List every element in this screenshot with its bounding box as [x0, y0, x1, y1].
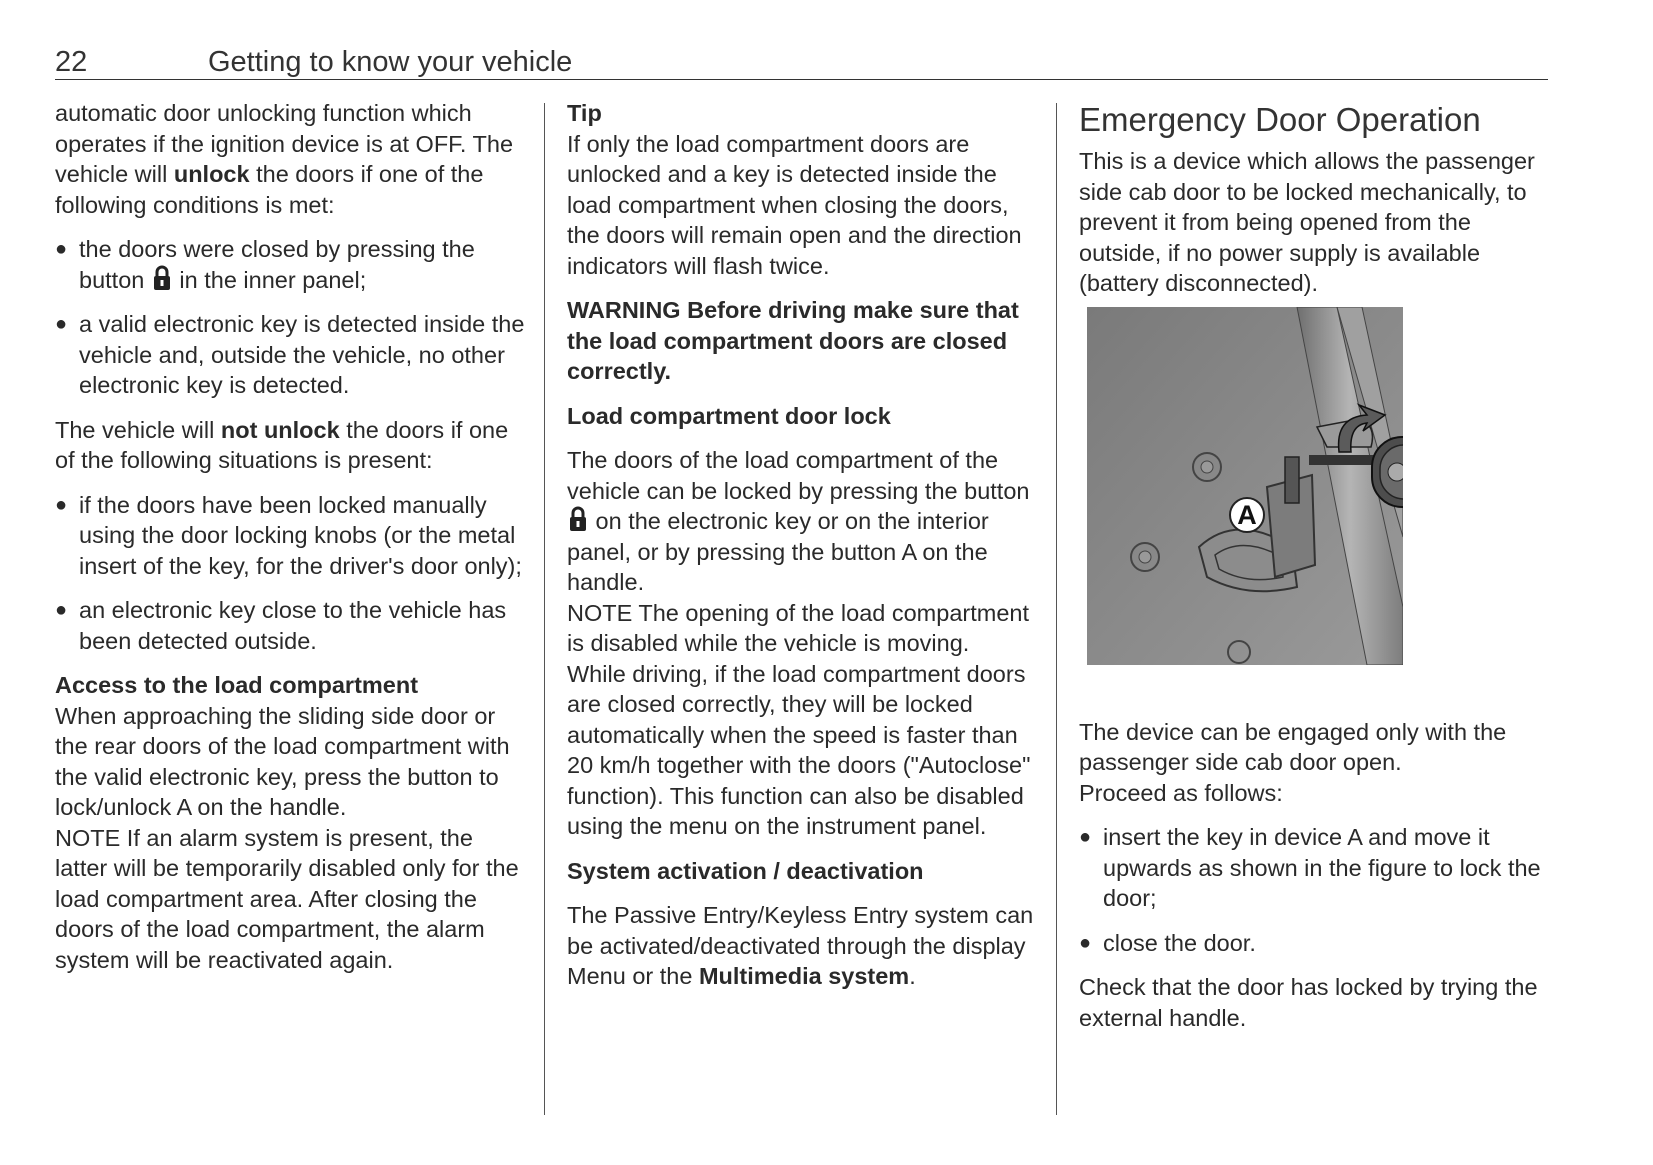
list-item: ● if the doors have been locked manually using the door locking knobs (or the metal insert of the key, for the driver's door only); — [55, 490, 525, 582]
paragraph: The vehicle will not unlock the doors if one of the following situations is present: — [55, 416, 509, 473]
subheading-door-lock: Load compartment door lock — [567, 402, 891, 429]
tip-label: Tip — [567, 100, 602, 126]
heading-emergency-door-operation: Emergency Door Operation — [1079, 101, 1481, 138]
column-3 — [1079, 98, 1549, 1047]
column-2 — [567, 98, 1037, 1006]
subheading-access: Access to the load compartment — [55, 672, 419, 698]
paragraph: When approaching the sliding side door or the rear doors of the load compartment with the valid electronic key, press the button to lock/unlock A on the handle. — [55, 702, 510, 820]
subheading-system-activation: System activation / deactivation — [567, 857, 924, 884]
paragraph: automatic door unlocking function which operates if the ignition device is at OFF. The vehicle will unlock the doors if one of the following conditions is met: — [55, 100, 514, 218]
list-item: ● close the door. — [1079, 928, 1549, 959]
note-paragraph: NOTE The opening of the load compartment is disabled while the vehicle is moving. — [567, 599, 1029, 656]
procedure-list — [1079, 822, 1549, 958]
list-item: ● insert the key in device A and move it upwards as shown in the figure to lock the door; — [1079, 822, 1549, 914]
no-unlock-situations-list — [55, 490, 525, 657]
column-divider — [544, 103, 545, 1115]
tip-text: If only the load compartment doors are unlocked and a key is detected inside the load compartment when closing the doors, the doors will remain open and the direction indicators will flash twice. — [567, 130, 1022, 279]
paragraph: Proceed as follows: — [1079, 779, 1283, 806]
emergency-lock-figure — [1087, 307, 1403, 665]
column-1 — [55, 98, 525, 975]
unlock-conditions-list — [55, 234, 525, 401]
figure-label-a: A — [1229, 497, 1265, 533]
paragraph: This is a device which allows the passenger side cab door to be locked mechanically, to prevent it from being opened from the outside, if no power supply is available (battery disconnected). — [1079, 148, 1535, 296]
paragraph: The Passive Entry/Keyless Entry system can be activated/deactivated through the display Menu or the Multimedia system. — [567, 902, 1034, 989]
padlock-icon — [569, 506, 587, 532]
list-item: ● an electronic key close to the vehicle has been detected outside. — [55, 595, 525, 656]
page-number: 22 — [55, 46, 88, 78]
column-divider — [1056, 103, 1057, 1115]
paragraph: The device can be engaged only with the passenger side cab door open. — [1079, 718, 1507, 775]
page-header — [55, 44, 1548, 80]
list-item: ● the doors were closed by pressing the button in the inner panel; — [55, 234, 525, 295]
list-item: ● a valid electronic key is detected inside the vehicle and, outside the vehicle, no other electronic key is detected. — [55, 309, 525, 401]
padlock-icon — [153, 265, 171, 291]
paragraph: Check that the door has locked by trying the external handle. — [1079, 974, 1538, 1031]
note-paragraph: NOTE If an alarm system is present, the latter will be temporarily disabled only for the load compartment area. After closing the doors of the load compartment, the alarm system will be reactivated again. — [55, 824, 519, 973]
paragraph: The doors of the load compartment of the vehicle can be locked by pressing the button on the electronic key or on the interior panel, or by pressing the button A on the handle. — [567, 447, 1030, 595]
paragraph: While driving, if the load compartment doors are closed correctly, they will be locked automatically when the speed is faster than 20 km/h together with the doors ("Autoclose" function). This function can also be disabled using the menu on the instrument panel. — [567, 660, 1031, 839]
section-title: Getting to know your vehicle — [208, 46, 573, 78]
door-lock-illustration — [1087, 307, 1403, 665]
warning-text: WARNING Before driving make sure that the load compartment doors are closed correctly. — [567, 297, 1019, 384]
